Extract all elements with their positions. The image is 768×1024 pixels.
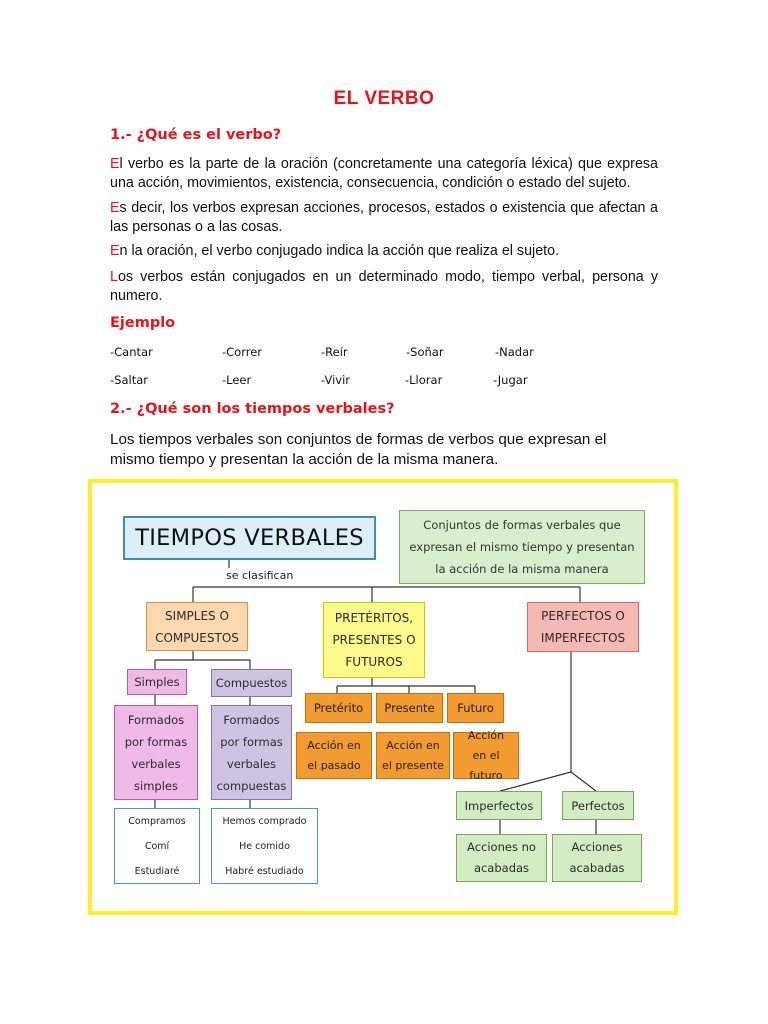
imperfectos-definition-box: Acciones no acabadas [456, 834, 547, 882]
preterito-definition-box: Acción en el pasado [296, 732, 372, 779]
presente-definition-box: Acción en el presente [376, 732, 450, 779]
example-verb: -Soñar [406, 345, 444, 359]
drop-letter: E [110, 200, 120, 216]
tiempos-verbales-box: TIEMPOS VERBALES [123, 516, 376, 560]
example-text: Estudiaré [134, 865, 180, 877]
section-2-heading: 2.- ¿Qué son los tiempos verbales? [110, 401, 395, 417]
compuestos-box: Compuestos [211, 669, 292, 697]
classify-label: se clasifican [226, 569, 294, 582]
example-text: Compramos [128, 815, 186, 827]
drop-letter: E [110, 156, 120, 172]
page-title: EL VERBO [333, 88, 435, 109]
section-1-heading: 1.- ¿Qué es el verbo? [110, 127, 282, 143]
perfectos-box: Perfectos [562, 791, 634, 820]
example-verb: -Saltar [110, 373, 148, 387]
futuro-definition-box: Acción en el futuro [453, 732, 519, 779]
example-text: Hemos comprado [222, 815, 307, 827]
example-verb: -Cantar [110, 345, 153, 359]
futuro-box: Futuro [447, 693, 504, 723]
example-verb: -Reír [321, 345, 348, 359]
example-verb: -Leer [222, 373, 252, 387]
example-heading: Ejemplo [110, 315, 176, 331]
example-text: Comí [144, 840, 170, 852]
simples-compuestos-box: SIMPLES O COMPUESTOS [146, 602, 248, 651]
definition-box: Conjuntos de formas verbales que expresan el mismo tiempo y presentan la acción de la misma manera [399, 510, 645, 584]
preterito-box: Pretérito [305, 693, 372, 723]
simples-box: Simples [127, 669, 187, 695]
drop-letter: E [110, 243, 120, 259]
example-verb: -Nadar [495, 345, 534, 359]
perfectos-imperfectos-box: PERFECTOS O IMPERFECTOS [527, 602, 639, 652]
paragraph-text: l verbo es la parte de la oración (concretamente una categoría léxica) que expresa una acción, movimientos, existencia, consecuencia, condición o estado del sujeto. [110, 156, 658, 191]
example-text: He comido [239, 840, 290, 852]
preteritos-box: PRETÉRITOS, PRESENTES O FUTUROS [323, 602, 425, 678]
example-verb: -Correr [222, 345, 263, 359]
simples-definition-box: Formados por formas verbales simples [114, 705, 198, 800]
perfectos-definition-box: Acciones acabadas [552, 834, 642, 882]
paragraph-text: s decir, los verbos expresan acciones, procesos, estados o existencia que afectan a las personas o a las cosas. [110, 200, 658, 235]
compuestos-definition-box: Formados por formas verbales compuestas [211, 705, 292, 800]
drop-letter: L [110, 269, 118, 285]
example-verb: -Jugar [493, 373, 528, 387]
paragraph-text: os verbos están conjugados en un determinado modo, tiempo verbal, persona y numero. [110, 269, 658, 304]
example-verb: -Llorar [405, 373, 443, 387]
example-text: Habré estudiado [225, 865, 304, 877]
compuestos-examples-box [211, 808, 318, 884]
example-verb: -Vivir [321, 373, 351, 387]
presente-box: Presente [376, 693, 443, 723]
simples-examples-box [114, 808, 200, 884]
imperfectos-box: Imperfectos [456, 791, 542, 820]
paragraph-text: n la oración, el verbo conjugado indica la acción que realiza el sujeto. [119, 243, 560, 259]
paragraph-tiempos: Los tiempos verbales son conjuntos de formas de verbos que expresan el mismo tiempo y presentan la acción de la misma manera. [110, 431, 607, 468]
